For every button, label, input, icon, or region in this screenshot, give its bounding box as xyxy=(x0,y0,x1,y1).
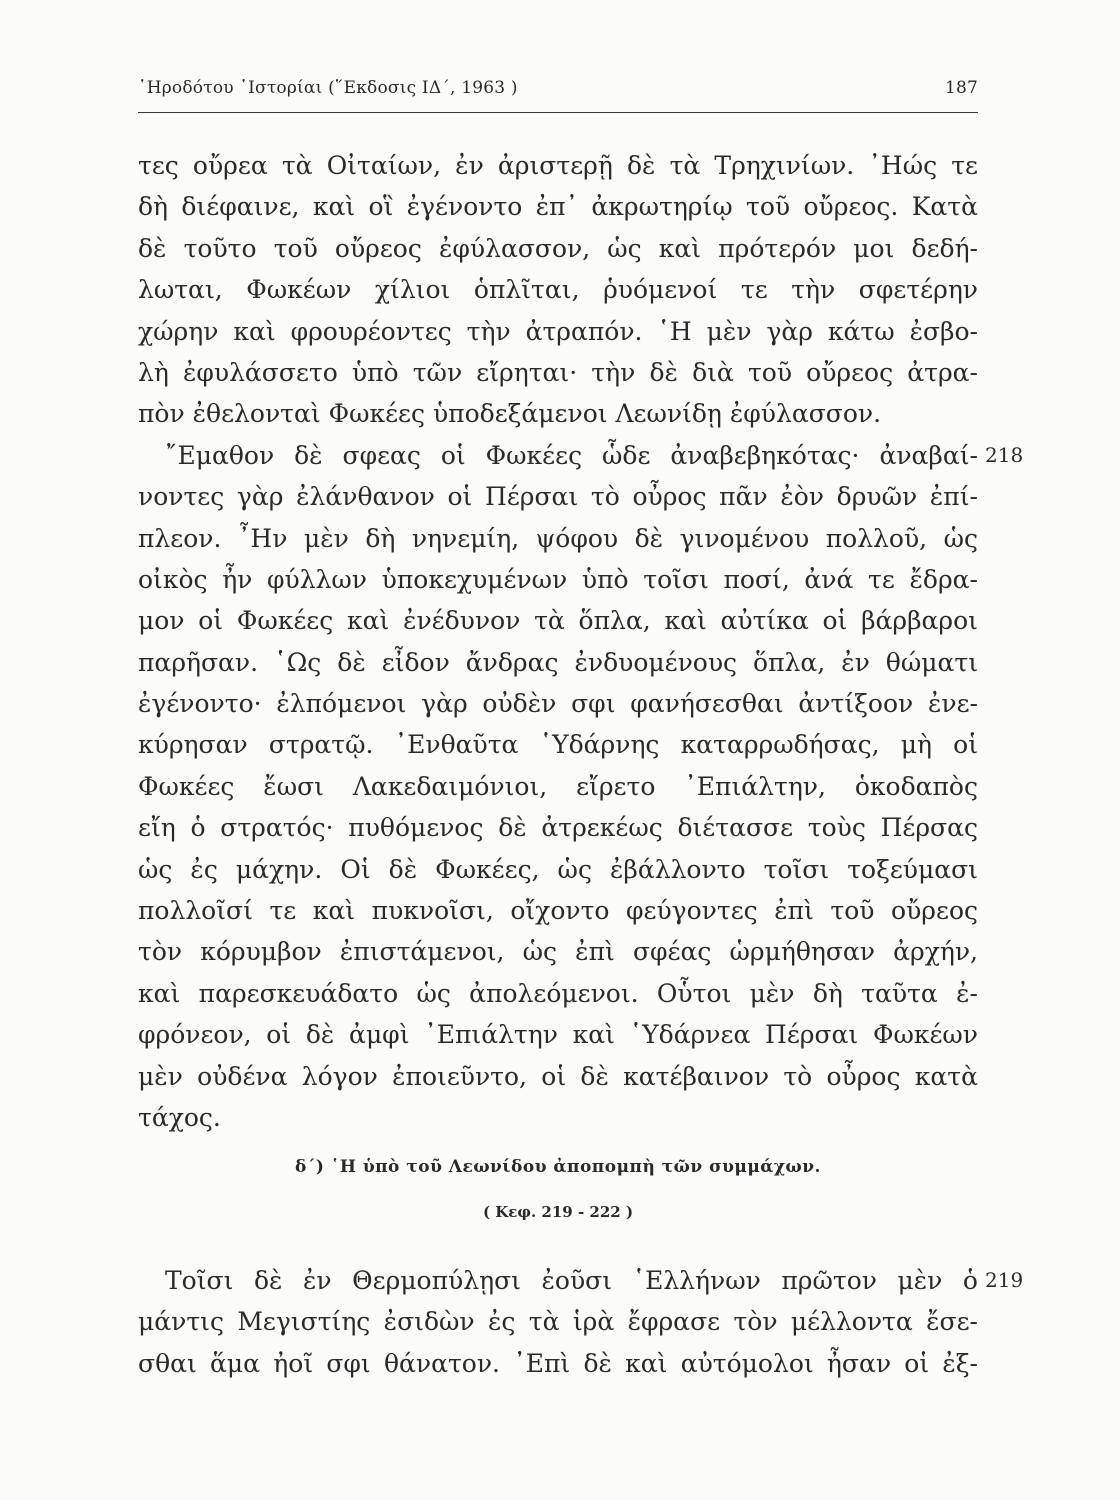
text-line: ῎Εμαθον δὲ σφεας οἱ Φωκέες ὧδε ἀναβεβηκότας· ἀναβαί- xyxy=(165,440,978,470)
body-text-block-1 xyxy=(138,145,978,1138)
text-line: οἰκὸς ἦν φύλλων ὑποκεχυμένων ὑπὸ τοῖσι ποσί, ἀνά τε ἔδρα- xyxy=(138,564,978,594)
text-line: Τοῖσι δὲ ἐν Θερμοπύλῃσι ἐοῦσι ῾Ελλήνων πρῶτον μὲν ὁ xyxy=(165,1266,978,1295)
text-line: λὴ ἐφυλάσσετο ὑπὸ τῶν εἴρηται· τὴν δὲ διὰ τοῦ οὔρεος ἀτρα- xyxy=(138,357,978,387)
text-line: παρῆσαν. ῾Ως δὲ εἶδον ἄνδρας ἐνδυομένους ὅπλα, ἐν θώματι xyxy=(138,647,978,677)
text-line: ἐγένοντο· ἐλπόμενοι γὰρ οὐδὲν σφι φανήσεσθαι ἀντίξοον ἐνε- xyxy=(138,689,978,719)
text-line: κύρησαν στρατῷ. ᾽Ενθαῦτα ῾Υδάρνης καταρρωδήσας, μὴ οἱ xyxy=(138,730,978,760)
text-line: λωται, Φωκέων χίλιοι ὁπλῖται, ῥυόμενοί τε τὴν σφετέρην xyxy=(138,275,978,305)
text-line: καὶ παρεσκευάδατο ὡς ἀπολεόμενοι. Οὗτοι μὲν δὴ ταῦτα ἐ- xyxy=(138,978,978,1008)
margin-chapter-number: 219 xyxy=(985,1268,1024,1292)
text-line: χώρην καὶ φρουρέοντες τὴν ἀτραπόν. ῾Η μὲν γὰρ κάτω ἐσβο- xyxy=(138,316,978,346)
text-line: μάντις Μεγιστίης ἐσιδὼν ἐς τὰ ἱρὰ ἔφρασε τὸν μέλλοντα ἔσε- xyxy=(138,1307,978,1337)
body-text-block-2 xyxy=(138,1260,978,1384)
text-line: πολλοῖσί τε καὶ πυκνοῖσι, οἴχοντο φεύγοντες ἐπὶ τοῦ οὔρεος xyxy=(138,896,978,926)
text-line: μον οἱ Φωκέες καὶ ἐνέδυνον τὰ ὅπλα, καὶ αὐτίκα οἱ βάρβαροι xyxy=(138,606,978,636)
text-line: τὸν κόρυμβον ἐπιστάμενοι, ὡς ἐπὶ σφέας ὡρμήθησαν ἀρχήν, xyxy=(138,937,978,967)
text-line: φρόνεον, οἱ δὲ ἀμφὶ ᾽Επιάλτην καὶ ῾Υδάρνεα Πέρσαι Φωκέων xyxy=(138,1020,978,1050)
text-line: τάχος. xyxy=(138,1102,221,1132)
text-line: πὸν ἐθελονταὶ Φωκέες ὑποδεξάμενοι Λεωνίδῃ ἐφύλασσον. xyxy=(138,399,882,429)
text-line: τες οὔρεα τὰ Οἰταίων, ἐν ἀριστερῇ δὲ τὰ Τρηχινίων. ᾽Ηώς τε xyxy=(138,151,978,180)
text-line: νοντες γὰρ ἐλάνθανον οἱ Πέρσαι τὸ οὖρος πᾶν ἐὸν δρυῶν ἐπί- xyxy=(138,482,978,512)
text-line: εἴη ὁ στρατός· πυθόμενος δὲ ἀτρεκέως διέτασσε τοὺς Πέρσας xyxy=(138,813,978,843)
text-line: πλεον. ῏Ην μὲν δὴ νηνεμίη, ψόφου δὲ γινομένου πολλοῦ, ὡς xyxy=(138,523,978,553)
text-line: δὲ τοῦτο τοῦ οὔρεος ἐφύλασσον, ὡς καὶ πρότερόν μοι δεδή- xyxy=(138,233,978,263)
section-subheading: ( Κεφ. 219 - 222 ) xyxy=(482,1203,634,1221)
text-line: δὴ διέφαινε, καὶ οἳ ἐγένοντο ἐπ᾽ ἀκρωτηρίῳ τοῦ οὔρεος. Κατὰ xyxy=(138,192,978,222)
text-line: σθαι ἅμα ἠοῖ σφι θάνατον. ᾽Επὶ δὲ καὶ αὐτόμολοι ἦσαν οἱ ἐξ- xyxy=(138,1348,978,1378)
running-head xyxy=(138,78,978,104)
text-line: Φωκέες ἔωσι Λακεδαιμόνιοι, εἴρετο ᾽Επιάλτην, ὁκοδαπὸς xyxy=(138,771,978,801)
text-line: ὡς ἐς μάχην. Οἱ δὲ Φωκέες, ὡς ἐβάλλοντο τοῖσι τοξεύμασι xyxy=(138,854,978,884)
header-rule xyxy=(138,112,978,113)
page-number: 187 xyxy=(944,78,978,98)
section-heading: δ΄) ῾Η ὑπὸ τοῦ Λεωνίδου ἀποπομπὴ τῶν συμμάχων. xyxy=(295,1157,821,1177)
running-title: ῾Ηροδότου ῾Ιστορίαι (῞Εκδοσις ΙΔ΄, 1963 ) xyxy=(138,78,518,98)
margin-chapter-number: 218 xyxy=(985,443,1024,467)
text-line: μὲν οὐδένα λόγον ἐποιεῦντο, οἱ δὲ κατέβαινον τὸ οὖρος κατὰ xyxy=(138,1061,978,1091)
